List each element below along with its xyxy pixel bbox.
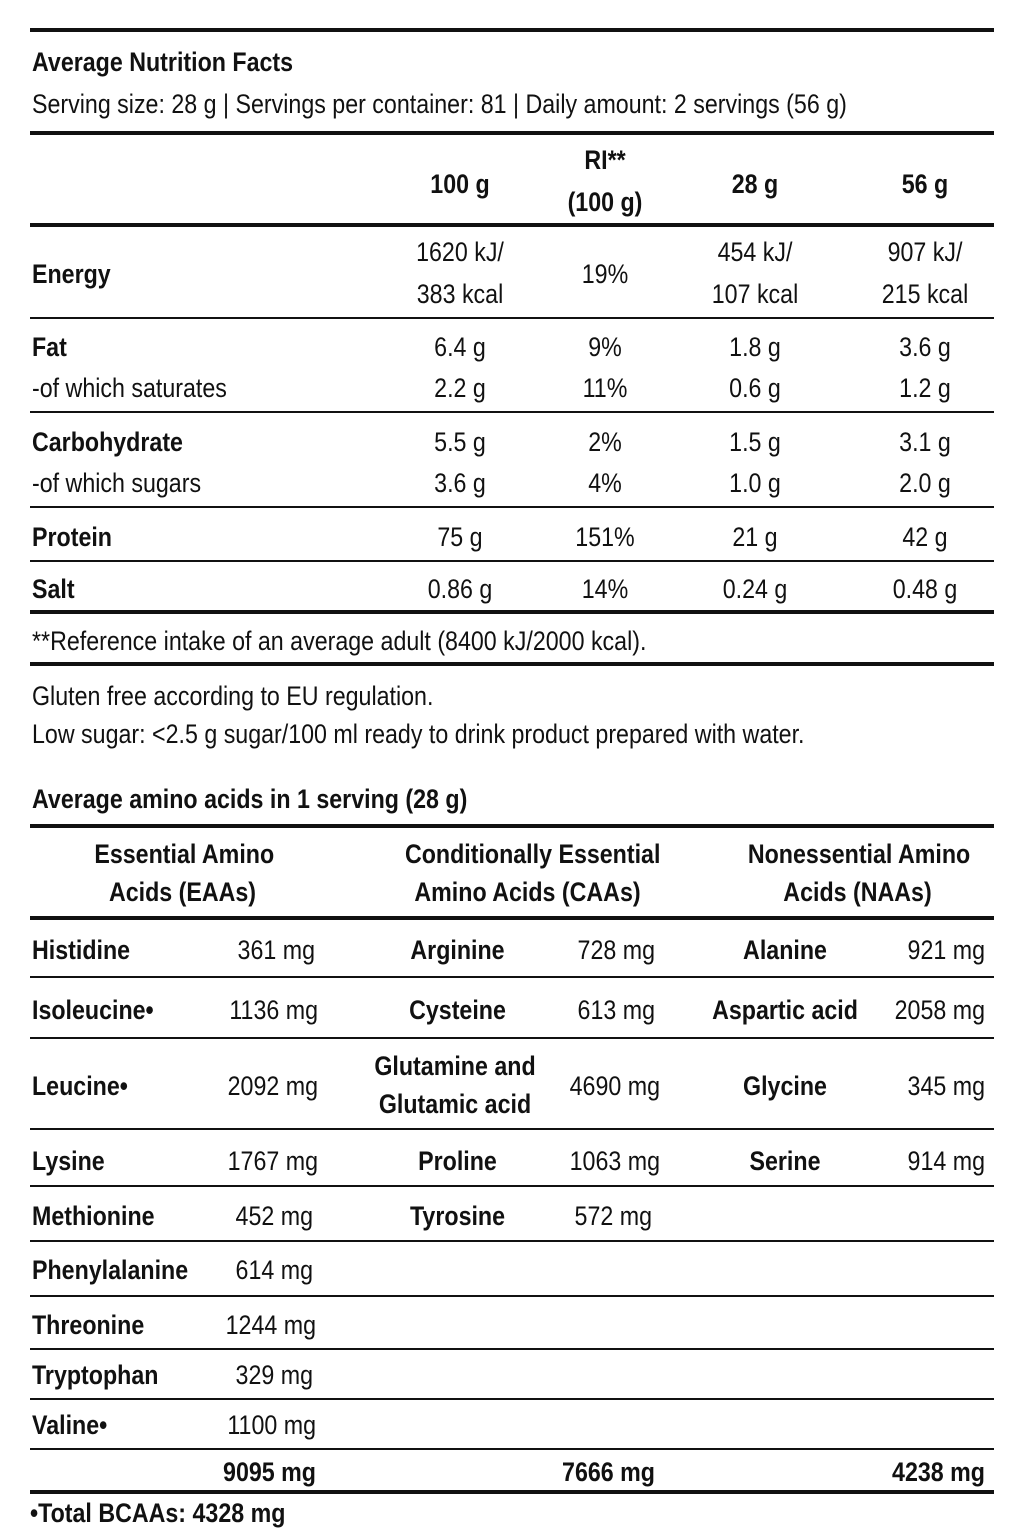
rule <box>30 976 994 978</box>
saturates-100g: 2.2 g <box>434 373 486 403</box>
energy-100g-kcal: 383 kcal <box>416 279 504 309</box>
rule <box>30 824 994 828</box>
protein-label: Protein <box>32 522 112 552</box>
total-eaa: 9095 mg <box>223 1457 316 1487</box>
carbohydrate-28g: 1.5 g <box>729 427 781 457</box>
carbohydrate-56g: 3.1 g <box>899 427 951 457</box>
amino-name: Cysteine <box>409 995 506 1025</box>
amino-name: Threonine <box>32 1310 145 1340</box>
energy-28g-kcal: 107 kcal <box>711 279 799 309</box>
amino-name: Arginine <box>410 935 505 965</box>
saturates-56g: 1.2 g <box>899 373 951 403</box>
carbohydrate-100g: 5.5 g <box>434 427 486 457</box>
amino-name: Aspartic acid <box>712 995 858 1025</box>
fat-28g: 1.8 g <box>729 332 781 362</box>
rule <box>30 1128 994 1130</box>
col-header-100g: 100 g <box>430 169 490 199</box>
gluten-note: Gluten free according to EU regulation. <box>32 681 434 711</box>
amino-value: 1063 mg <box>569 1146 660 1176</box>
low-sugar-note: Low sugar: <2.5 g sugar/100 ml ready to drink product prepared with water. <box>32 719 805 749</box>
serving-info: Serving size: 28 g | Servings per container: 81 | Daily amount: 2 servings (56 g) <box>32 89 847 119</box>
amino-name: Phenylalanine <box>32 1255 189 1285</box>
amino-value: 2058 mg <box>894 995 985 1025</box>
amino-value: 921 mg <box>907 935 985 965</box>
protein-56g: 42 g <box>902 522 948 552</box>
amino-value: 345 mg <box>907 1071 985 1101</box>
naa-header-line1: Nonessential Amino <box>747 839 971 869</box>
naa-header-line2: Acids (NAAs) <box>783 877 932 907</box>
energy-ri: 19% <box>581 259 629 289</box>
salt-56g: 0.48 g <box>892 574 958 604</box>
rule <box>30 506 994 508</box>
amino-value: 1767 mg <box>227 1146 318 1176</box>
total-naa: 4238 mg <box>892 1457 985 1487</box>
rule <box>30 223 994 227</box>
amino-name: Isoleucine• <box>32 995 154 1025</box>
salt-ri: 14% <box>581 574 629 604</box>
sugars-100g: 3.6 g <box>434 468 486 498</box>
amino-name: Glutamine and <box>374 1051 536 1081</box>
amino-value: 572 mg <box>574 1201 652 1231</box>
rule <box>30 662 994 666</box>
carbohydrate-label: Carbohydrate <box>32 427 183 457</box>
amino-value: 728 mg <box>577 935 655 965</box>
energy-56g-kj: 907 kJ/ <box>887 237 963 267</box>
amino-name: Alanine <box>743 935 827 965</box>
amino-name: Methionine <box>32 1201 155 1231</box>
saturates-ri: 11% <box>582 373 628 403</box>
carbohydrate-ri: 2% <box>588 427 622 457</box>
salt-label: Salt <box>32 574 75 604</box>
amino-value: 329 mg <box>235 1360 313 1390</box>
protein-100g: 75 g <box>437 522 483 552</box>
sugars-label: -of which sugars <box>32 468 202 498</box>
col-header-ri-sub: (100 g) <box>567 187 643 217</box>
rule <box>30 317 994 319</box>
col-header-ri: RI** <box>584 145 626 175</box>
rule <box>30 1348 994 1350</box>
rule <box>30 1398 994 1400</box>
amino-name: Histidine <box>32 935 131 965</box>
fat-56g: 3.6 g <box>899 332 951 362</box>
caa-header-line1: Conditionally Essential <box>404 839 661 869</box>
sugars-28g: 1.0 g <box>729 468 781 498</box>
sugars-56g: 2.0 g <box>899 468 951 498</box>
amino-value: 1100 mg <box>227 1410 316 1440</box>
col-header-28g: 28 g <box>731 169 779 199</box>
caa-header-line2: Amino Acids (CAAs) <box>414 877 641 907</box>
amino-value: 614 mg <box>235 1255 313 1285</box>
amino-name: Lysine <box>32 1146 105 1176</box>
rule <box>30 1185 994 1187</box>
saturates-label: -of which saturates <box>32 373 227 403</box>
amino-value: 452 mg <box>235 1201 313 1231</box>
sugars-ri: 4% <box>588 468 622 498</box>
amino-name: Glycine <box>743 1071 827 1101</box>
rule <box>30 28 994 32</box>
amino-name: Serine <box>749 1146 821 1176</box>
rule <box>30 916 994 920</box>
fat-ri: 9% <box>588 332 622 362</box>
rule <box>30 1448 994 1450</box>
bcaa-total: •Total BCAAs: 4328 mg <box>30 1498 286 1528</box>
amino-title: Average amino acids in 1 serving (28 g) <box>32 784 468 814</box>
energy-28g-kj: 454 kJ/ <box>717 237 793 267</box>
eaa-header-line1: Essential Amino <box>94 839 275 869</box>
amino-name: Leucine• <box>32 1071 128 1101</box>
rule <box>30 1295 994 1297</box>
total-caa: 7666 mg <box>562 1457 655 1487</box>
amino-value: 2092 mg <box>227 1071 318 1101</box>
col-header-56g: 56 g <box>901 169 949 199</box>
rule <box>30 1037 994 1039</box>
fat-100g: 6.4 g <box>434 332 486 362</box>
rule <box>30 411 994 413</box>
rule <box>30 131 994 135</box>
amino-name: Tryptophan <box>32 1360 159 1390</box>
amino-value: 1136 mg <box>229 995 318 1025</box>
nutrition-title: Average Nutrition Facts <box>32 47 294 77</box>
eaa-header-line2: Acids (EAAs) <box>108 877 257 907</box>
amino-name: Glutamic acid <box>378 1089 532 1119</box>
rule <box>30 610 994 614</box>
fat-label: Fat <box>32 332 67 362</box>
energy-100g-kj: 1620 kJ/ <box>416 237 504 267</box>
energy-56g-kcal: 215 kcal <box>881 279 969 309</box>
salt-100g: 0.86 g <box>427 574 493 604</box>
ri-footnote: **Reference intake of an average adult (8400 kJ/2000 kcal). <box>32 626 647 656</box>
rule <box>30 1490 994 1494</box>
amino-value: 361 mg <box>237 935 315 965</box>
protein-ri: 151% <box>575 522 635 552</box>
saturates-28g: 0.6 g <box>729 373 781 403</box>
amino-value: 4690 mg <box>569 1071 660 1101</box>
protein-28g: 21 g <box>732 522 778 552</box>
amino-value: 914 mg <box>907 1146 985 1176</box>
amino-name: Proline <box>418 1146 497 1176</box>
rule <box>30 1240 994 1242</box>
rule <box>30 560 994 562</box>
energy-label: Energy <box>32 259 111 289</box>
salt-28g: 0.24 g <box>722 574 788 604</box>
amino-name: Valine• <box>32 1410 108 1440</box>
amino-value: 1244 mg <box>225 1310 316 1340</box>
amino-name: Tyrosine <box>409 1201 506 1231</box>
amino-value: 613 mg <box>577 995 655 1025</box>
